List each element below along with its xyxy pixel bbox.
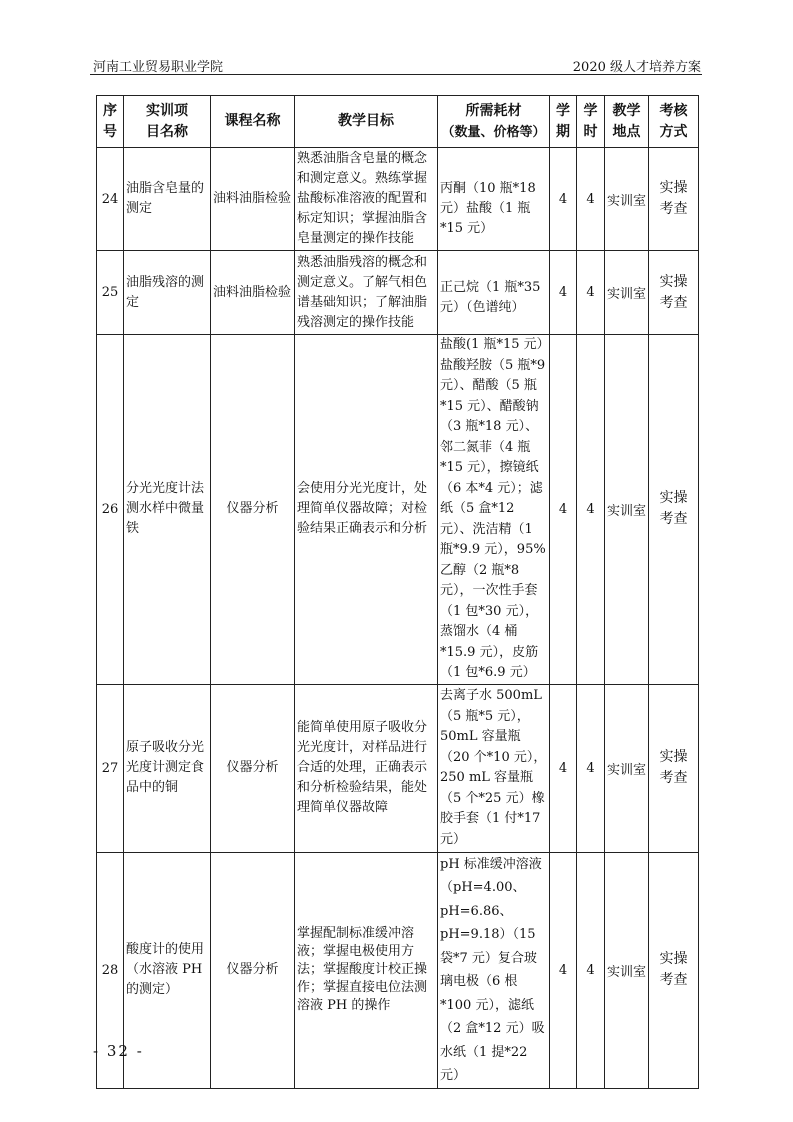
header-assessment: 考核 方式 [649, 96, 699, 148]
row-teaching-goal: 能简单使用原子吸收分光光度计，对样品进行合适的处理，正确表示和分析检验结果，能处理简单仪器故障 [295, 684, 438, 852]
header-hours: 学 时 [577, 96, 605, 148]
header-semester: 学 期 [550, 96, 577, 148]
row-project-name: 原子吸收分光光度计测定食品中的铜 [124, 684, 211, 852]
row-hours: 4 [577, 852, 605, 1088]
row-semester: 4 [550, 335, 577, 685]
row-location: 实训室 [605, 684, 649, 852]
header-index: 序 号 [97, 96, 124, 148]
row-assessment: 实操 考查 [649, 148, 699, 251]
header-location: 教学 地点 [605, 96, 649, 148]
row-teaching-goal: 熟悉油脂残溶的概念和测定意义。了解气相色谱基础知识；了解油脂残溶测定的操作技能 [295, 251, 438, 335]
row-location: 实训室 [605, 148, 649, 251]
row-semester: 4 [550, 684, 577, 852]
row-index: 27 [97, 684, 124, 852]
row-assessment: 实操 考查 [649, 684, 699, 852]
table-header-row [97, 96, 699, 148]
row-location: 实训室 [605, 852, 649, 1088]
header-project-name: 实训项 目名称 [124, 96, 211, 148]
row-teaching-goal: 会使用分光光度计，处理简单仪器故障；对检验结果正确表示和分析 [295, 335, 438, 685]
row-materials: 盐酸(1 瓶*15 元）盐酸羟胺（5 瓶*9 元）、醋酸（5 瓶*15 元）、醋酸钠（3 瓶*18 元）、邻二氮菲（4 瓶*15 元），擦镜纸（6 本*4 元）；滤纸（5 盒*12 元）、洗洁精（1 瓶*9.9 元），95%乙醇（2 瓶*8 元），一次性手套（1 包*30 元），蒸馏水（4 桶*15.9 元），皮筋（1 包*6.9 元） [438, 335, 550, 685]
header-institution: 河南工业贸易职业学院 [93, 60, 224, 75]
row-materials: pH 标准缓冲溶液（pH=4.00、pH=6.86、pH=9.18）（15 袋*7 元）复合玻璃电极（6 根*100 元），滤纸（2 盒*12 元）吸水纸（1 提*22 元） [438, 852, 550, 1088]
header-plan-title: 2020 级人才培养方案 [572, 60, 701, 75]
table-row [97, 251, 699, 335]
header-course-name: 课程名称 [211, 96, 295, 148]
row-semester: 4 [550, 852, 577, 1088]
page-number: - 32 - [93, 1042, 144, 1060]
row-semester: 4 [550, 251, 577, 335]
row-course-name: 仪器分析 [211, 335, 295, 685]
row-course-name: 油料油脂检验 [211, 148, 295, 251]
row-course-name: 油料油脂检验 [211, 251, 295, 335]
row-location: 实训室 [605, 335, 649, 685]
row-assessment: 实操 考查 [649, 852, 699, 1088]
header-divider [90, 74, 702, 75]
row-assessment: 实操 考查 [649, 335, 699, 685]
row-teaching-goal: 熟悉油脂含皂量的概念和测定意义。熟练掌握盐酸标准溶液的配置和标定知识；掌握油脂含皂量测定的操作技能 [295, 148, 438, 251]
row-materials: 丙酮（10 瓶*18 元）盐酸（1 瓶*15 元） [438, 148, 550, 251]
row-index: 26 [97, 335, 124, 685]
header-materials: 所需耗材 （数量、价格等） [438, 96, 550, 148]
row-hours: 4 [577, 251, 605, 335]
row-hours: 4 [577, 335, 605, 685]
row-semester: 4 [550, 148, 577, 251]
table-row [97, 148, 699, 251]
row-course-name: 仪器分析 [211, 852, 295, 1088]
training-projects-table [96, 95, 699, 1089]
row-teaching-goal: 掌握配制标准缓冲溶液；掌握电极使用方法；掌握酸度计校正操作；掌握直接电位法测溶液 PH 的操作 [295, 852, 438, 1088]
row-index: 25 [97, 251, 124, 335]
row-project-name: 油脂含皂量的测定 [124, 148, 211, 251]
row-index: 24 [97, 148, 124, 251]
row-course-name: 仪器分析 [211, 684, 295, 852]
header-teaching-goal: 教学目标 [295, 96, 438, 148]
row-project-name: 油脂残溶的测定 [124, 251, 211, 335]
row-project-name: 酸度计的使用（水溶液 PH 的测定） [124, 852, 211, 1088]
row-materials: 去离子水 500mL（5 瓶*5 元），50mL 容量瓶（20 个*10 元），250 mL 容量瓶（5 个*25 元）橡胶手套（1 付*17 元） [438, 684, 550, 852]
table-row [97, 852, 699, 1088]
row-project-name: 分光光度计法测水样中微量铁 [124, 335, 211, 685]
row-index: 28 [97, 852, 124, 1088]
row-hours: 4 [577, 148, 605, 251]
row-location: 实训室 [605, 251, 649, 335]
table-row [97, 684, 699, 852]
row-hours: 4 [577, 684, 605, 852]
table-row [97, 335, 699, 685]
row-assessment: 实操 考查 [649, 251, 699, 335]
row-materials: 正己烷（1 瓶*35 元）（色谱纯） [438, 251, 550, 335]
